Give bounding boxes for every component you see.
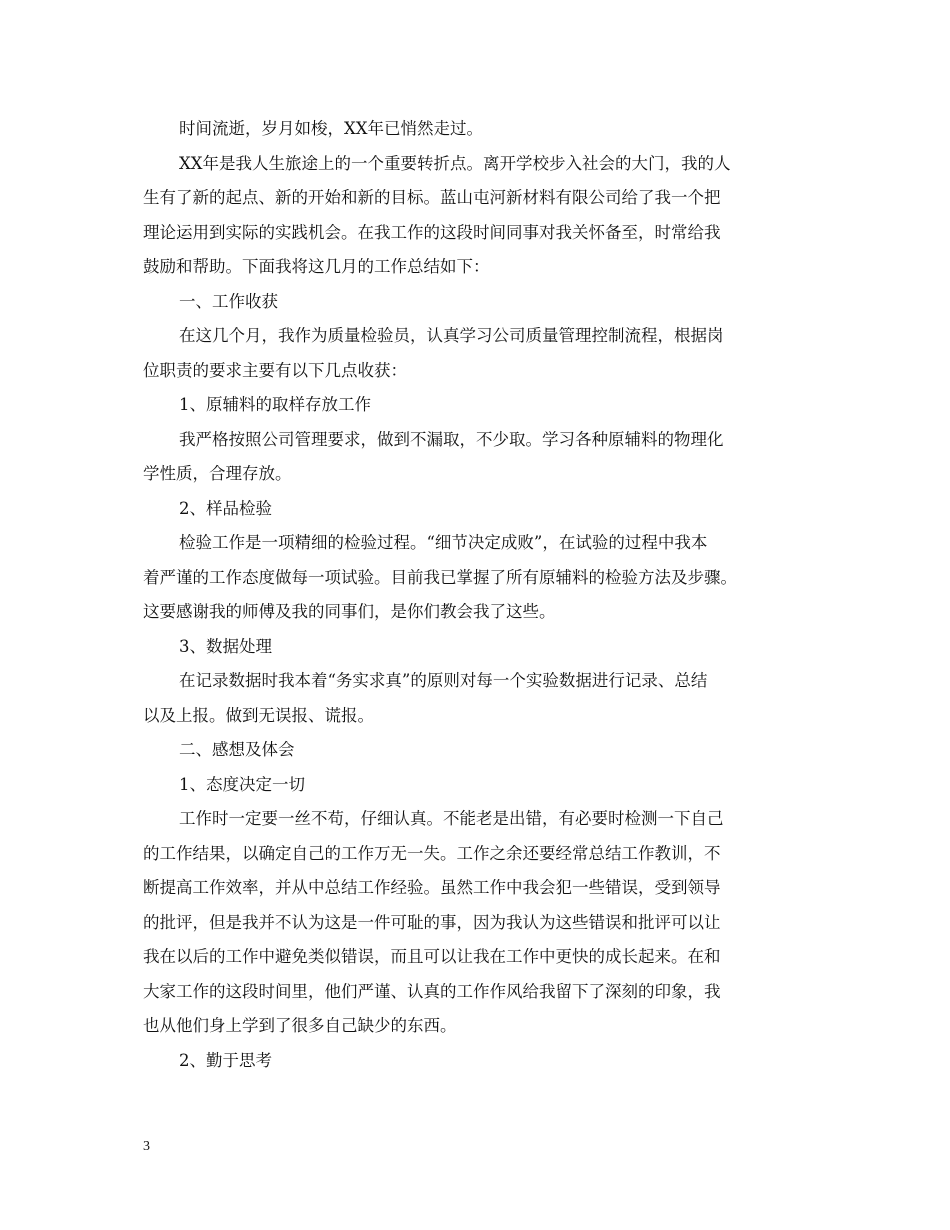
- text-line: 断提高工作效率，并从中总结工作经验。虽然工作中我会犯一些错误，受到领导: [143, 878, 721, 897]
- text-line: 我严格按照公司管理要求，做到不漏取，不少取。学习各种原辅料的物理化: [179, 429, 724, 449]
- text-line: 学性质，合理存放。: [143, 464, 292, 483]
- text-line: 理论运用到实际的实践机会。在我工作的这段时间同事对我关怀备至，时常给我: [143, 222, 721, 242]
- document-body: [143, 112, 833, 1078]
- subsection-heading: 1、态度决定一切: [179, 774, 305, 794]
- text-line: 我在以后的工作中避免类似错误，而且可以让我在工作中更快的成长起来。在和: [143, 947, 721, 966]
- subsection-heading: 2、勤于思考: [179, 1050, 272, 1070]
- section-heading: 二、感想及体会: [179, 740, 295, 759]
- text-line: 也从他们身上学到了很多自己缺少的东西。: [143, 1016, 457, 1035]
- text-line: 位职责的要求主要有以下几点收获：: [143, 360, 407, 380]
- subsection-heading: 2、样品检验: [179, 498, 272, 518]
- page-number: 3: [143, 1139, 150, 1154]
- text-line: 工作时一定要一丝不苟，仔细认真。不能老是出错，有必要时检测一下自己: [179, 809, 724, 828]
- text-line: 以及上报。做到无误报、谎报。: [143, 705, 374, 725]
- text-line: 的工作结果，以确定自己的工作万无一失。工作之余还要经常总结工作教训，不: [143, 843, 721, 863]
- text-line: 在这几个月，我作为质量检验员，认真学习公司质量管理控制流程，根据岗: [179, 326, 724, 345]
- subsection-heading: 1、原辅料的取样存放工作: [179, 395, 371, 414]
- text-line: 大家工作的这段时间里，他们严谨、认真的工作作风给我留下了深刻的印象，我: [143, 981, 721, 1001]
- text-line: 鼓励和帮助。下面我将这几月的工作总结如下：: [143, 257, 490, 276]
- text-line: 着严谨的工作态度做每一项试验。目前我已掌握了所有原辅料的检验方法及步骤。: [143, 567, 737, 587]
- section-heading: 一、工作收获: [179, 291, 278, 311]
- text-line: 在记录数据时我本着“务实求真”的原则对每一个实验数据进行记录、总结: [179, 671, 708, 690]
- subsection-heading: 3、数据处理: [179, 636, 272, 656]
- text-line: 检验工作是一项精细的检验过程。“细节决定成败”，在试验的过程中我本: [179, 533, 708, 552]
- text-line: 的批评，但是我并不认为这是一件可耻的事，因为我认为这些错误和批评可以让: [143, 912, 721, 932]
- text-line: 这要感谢我的师傅及我的同事们，是你们教会我了这些。: [143, 602, 556, 621]
- text-line: XX年是我人生旅途上的一个重要转折点。离开学校步入社会的大门，我的人: [179, 153, 731, 173]
- text-line: 时间流逝，岁月如梭，XX年已悄然走过。: [179, 119, 483, 138]
- text-line: 生有了新的起点、新的开始和新的目标。蓝山屯河新材料有限公司给了我一个把: [143, 188, 721, 207]
